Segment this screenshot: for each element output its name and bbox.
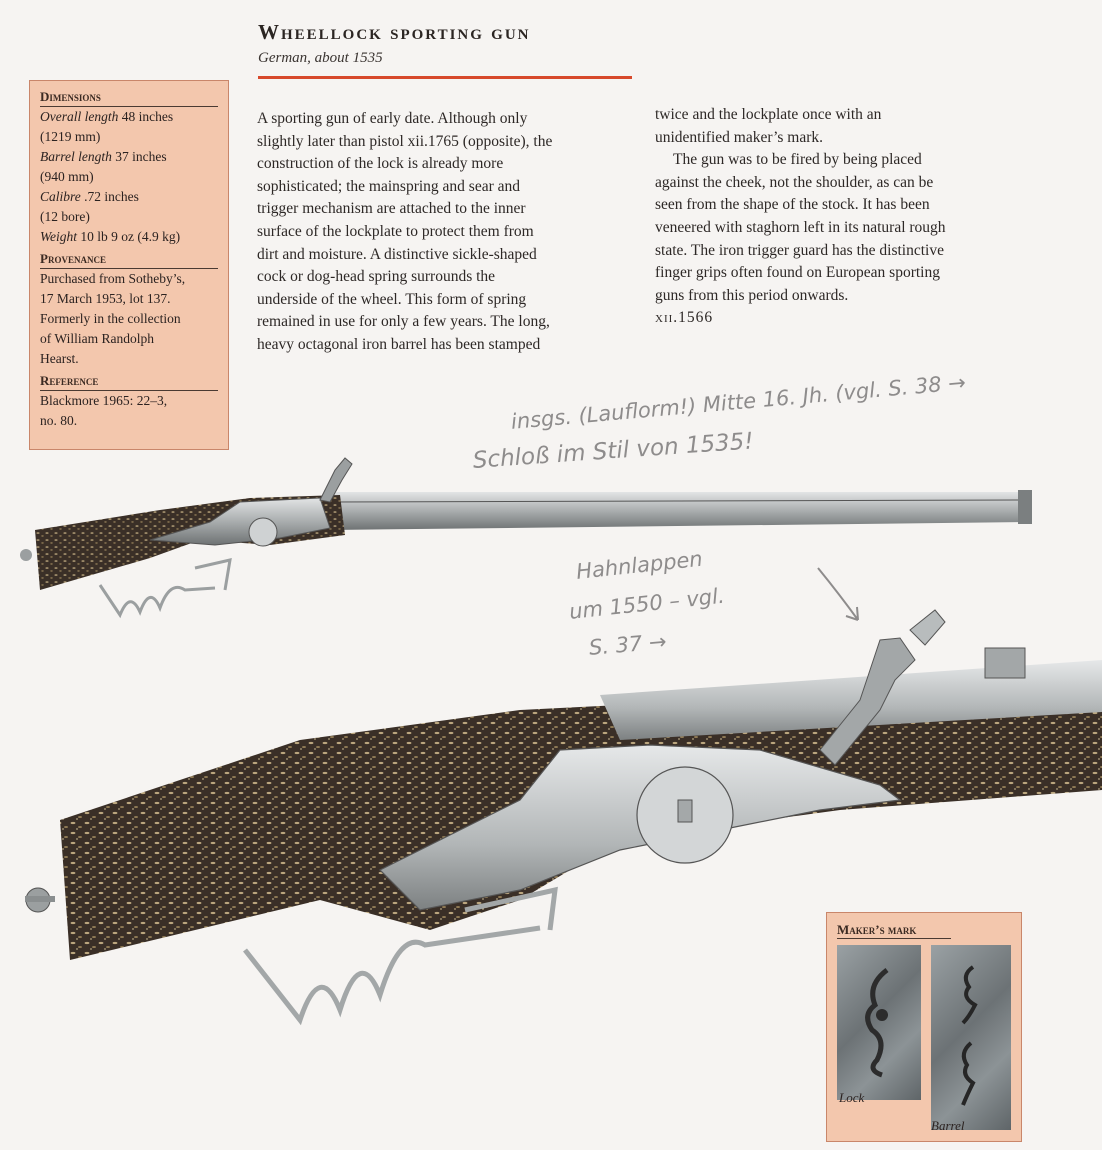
provenance-line: of William Randolph [40, 331, 154, 346]
handwritten-note-1b: Schloß im Stil von 1535! [472, 428, 755, 474]
calibre-value: .72 inches [84, 189, 139, 204]
handwritten-note-1a: insgs. (Lauflorm!) Mitte 16. Jh. (vgl. S. 38 → [510, 370, 967, 434]
body-line: remained in use for only a few years. The long, [257, 313, 550, 331]
overall-length-value: 48 inches [121, 109, 174, 124]
body-line: dirt and moisture. A distinctive sickle-shaped [257, 245, 537, 263]
body-line: trigger mechanism are attached to the inner [257, 200, 526, 218]
title-rule [258, 76, 632, 79]
handwritten-note-2b: um 1550 – vgl. [568, 583, 726, 624]
weight-row [40, 227, 218, 247]
calibre-bore: (12 bore) [40, 209, 90, 224]
provenance-heading: Provenance [40, 251, 218, 269]
reference-line: no. 80. [40, 413, 78, 428]
body-line: against the cheek, not the shoulder, as can be [655, 173, 934, 191]
body-line: twice and the lockplate once with an [655, 106, 882, 123]
body-line: state. The iron trigger guard has the distinctive [655, 241, 944, 259]
body-line: slightly later than pistol xii.1765 (opposite), the [257, 132, 553, 150]
body-line: construction of the lock is already more [257, 155, 504, 173]
weight-label: Weight [40, 229, 77, 244]
body-line: unidentified maker’s mark. [655, 128, 824, 146]
barrel-caption: Barrel [931, 1118, 965, 1133]
provenance-line: Hearst. [40, 351, 79, 366]
overall-length-metric: (1219 mm) [40, 129, 101, 144]
barrel-length-value: 37 inches [115, 149, 167, 164]
handwritten-note-2a: Hahnlappen [575, 546, 704, 584]
lock-mark-photo [837, 945, 921, 1100]
weight-value: 10 lb 9 oz (4.9 kg) [80, 229, 181, 244]
catalogue-number: xii.1566 [655, 309, 714, 327]
body-line: A sporting gun of early date. Although only [257, 110, 528, 127]
dimensions-heading: Dimensions [40, 89, 218, 107]
body-line: The gun was to be fired by being placed [673, 151, 922, 169]
overall-length-label: Overall length [40, 109, 119, 124]
reference-line: Blackmore 1965: 22–3, [40, 393, 168, 408]
barrel-length-metric: (940 mm) [40, 169, 94, 184]
provenance-line: Formerly in the collection [40, 311, 181, 326]
body-line: sophisticated; the mainspring and sear and [257, 177, 521, 195]
barrel-length-row [40, 147, 218, 167]
lock-mark-symbol-icon [837, 945, 921, 1100]
makers-mark-box [826, 912, 1022, 1142]
body-line: surface of the lockplate to protect them from [257, 222, 534, 240]
provenance-line: Purchased from Sotheby’s, [40, 271, 186, 286]
handwritten-note-2c: S. 37 → [588, 629, 668, 660]
calibre-label: Calibre [40, 189, 81, 204]
reference-heading: Reference [40, 373, 218, 391]
lock-caption: Lock [839, 1090, 865, 1105]
body-line: seen from the shape of the stock. It has been [655, 196, 930, 214]
body-line: cock or dog-head spring surrounds the [257, 268, 496, 286]
makers-mark-heading: Maker’s mark [837, 922, 951, 939]
body-column-1 [257, 108, 635, 357]
overall-length-row [40, 107, 218, 127]
specs-sidebar [29, 80, 229, 450]
body-line: guns from this period onwards. [655, 286, 849, 304]
body-line: heavy octagonal iron barrel has been stamped [257, 335, 541, 353]
barrel-length-label: Barrel length [40, 149, 112, 164]
page-subtitle: German, about 1535 [258, 50, 383, 66]
body-column-2 [655, 104, 1035, 330]
barrel-mark-symbol-icon [931, 945, 1011, 1130]
body-line: veneered with staghorn left in its natural rough [655, 218, 946, 236]
body-line: underside of the wheel. This form of spring [257, 290, 527, 308]
calibre-row [40, 187, 218, 207]
body-line: finger grips often found on European sporting [655, 264, 940, 282]
provenance-line: 17 March 1953, lot 137. [40, 291, 171, 306]
page-title: Wheellock sporting gun [258, 20, 531, 44]
barrel-mark-photo [931, 945, 1011, 1130]
